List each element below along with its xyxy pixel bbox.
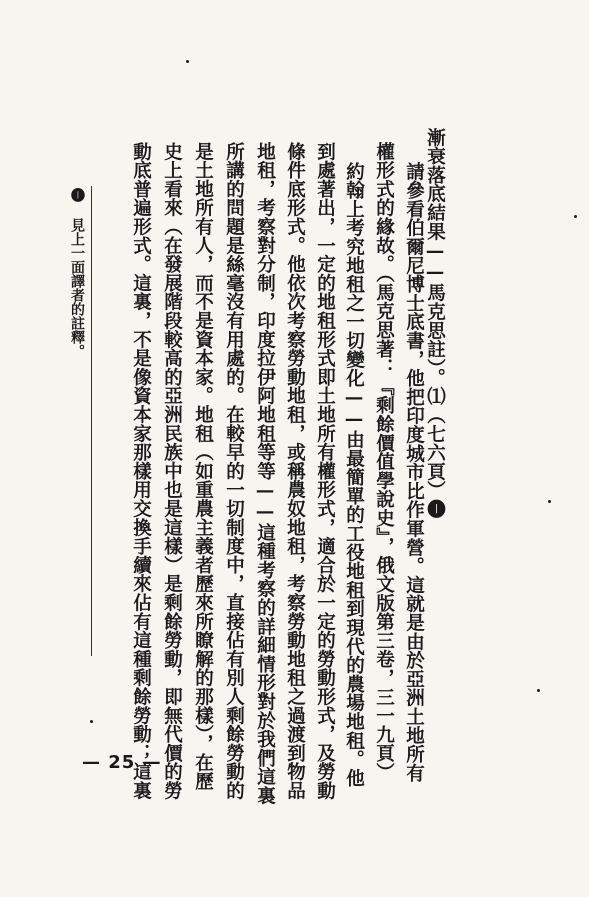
paper-speck: [574, 215, 577, 218]
text-column-3: 權形式的緣故。（馬克思著：『剩餘價值學說史』，俄文版第三卷，三一九頁）: [373, 142, 395, 782]
text-column-1: 漸衰落底結果——馬克思註）。⑴（七六頁）❶: [424, 128, 446, 519]
footnote-divider: [91, 186, 92, 656]
paper-speck: [537, 689, 540, 692]
text-column-9: 是土地所有人，而不是資本家。地租（如重農主義者歷來所瞭解的那樣），在歷: [192, 142, 214, 791]
footnote: ❶ 見上一面譯者的註釋。: [69, 188, 85, 358]
text-column-8: 所講的問題是絲毫沒有用處的。在較早的一切制度中，直接佔有別人剩餘勞動的: [223, 142, 245, 800]
text-column-4: 約翰上考究地租之一切變化——由最簡單的工役地租到現代的農場地租。他: [343, 162, 365, 788]
paper-speck: [186, 60, 189, 63]
text-column-10: 史上看來（在發展階段較高的亞洲民族中也是這樣）是剩餘勞動，即無代價的勞: [161, 142, 183, 800]
text-column-5: 到處著出，一定的地租形式即土地所有權形式，適合於一定的勞動形式，及勞動: [314, 142, 336, 800]
text-column-11: 動底普遍形式。這裏，不是像資本家那樣用交換手續來佔有這種剩餘勞動；這裏: [130, 142, 152, 800]
page-number: — 25 —: [82, 752, 162, 773]
paper-speck: [90, 720, 93, 723]
text-column-7: 地租，考察對分制，印度拉伊阿地租等等——這種考察的詳細情形對於我們這裏: [254, 142, 276, 805]
text-column-2: 請參看伯爾尼博士底書，他把印度城市比作軍營。這就是由於亞洲土地所有: [403, 162, 425, 783]
paper-speck: [548, 500, 551, 503]
text-column-6: 條件底形式。他依次考察勞動地租，或稱農奴地租，考察勞動地租之過渡到物品: [284, 142, 306, 800]
